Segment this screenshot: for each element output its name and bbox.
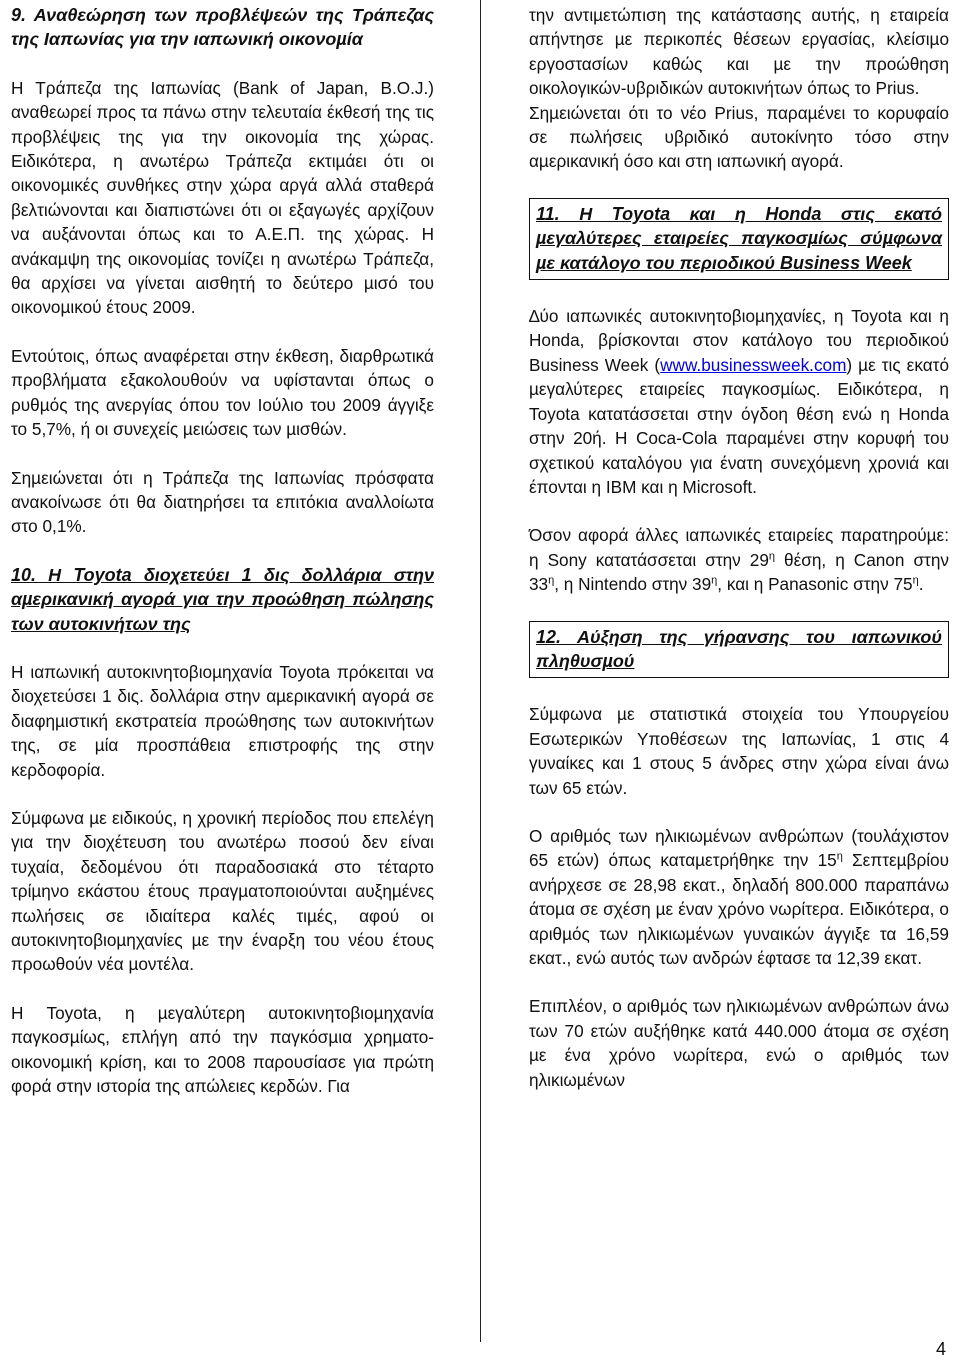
rank-text-e: . <box>918 574 924 595</box>
column-divider <box>480 0 481 1342</box>
ordinal-suffix: η <box>836 850 843 863</box>
rank-text-c: , η Nintendo στην 39 <box>554 574 712 595</box>
section-12-title: 12. Αύξηση της γήρανσης του ιαπωνικού πληθυσµού <box>536 626 942 671</box>
page-number: 4 <box>935 1338 946 1359</box>
section-9-paragraph-1: Η Τράπεζα της Ιαπωνίας (Bank of Japan, B.O.J.) αναθεωρεί προς τα πάνω στην τελευταία έκθεσή της τις προβλέψεις της για την οικονοµία της χώρας. Ειδικότερα, η ανωτέρω Τράπεζα εκτιµάει ότι οι οικονοµικές συνθήκες στην χώρα αργά αλλά σταθερά βελτιώνονται και διαπιστώνει ότι οι εξαγωγές αρχίζουν να αυξάνονται όπως και το Α.Ε.Π. της χώρας. Η ανάκαµψη της οικονοµίας τονίζει η ανωτέρω Τράπεζα, θα αρχίσει να γίνεται αισθητή το δεύτερο µισό του οικονοµικού έτους 2009. <box>11 77 434 318</box>
section-11-title-box <box>529 198 949 280</box>
section-10-paragraph-1: Η ιαπωνική αυτοκινητοβιοµηχανία Toyota πρόκειται να διοχετεύσει 1 δις. δολλάρια στην αµερικανική αγορά σε διαφηµιστική εκστρατεία προώθησης των αυτοκινήτων της, σε µία προσπάθεια επιστροφής της στην κερδοφορία. <box>11 661 434 780</box>
section-11-text-b: ) µε τις εκατό µεγαλύτερες εταιρείες παγκοσµίως. Ειδικότερα, η Toyota κατατάσσεται στην όγδοη θέση ενώ η Honda στην 20ή. Η Coca-Cola παραµένει στην κορυφή του σχετικού καταλόγου για ένατη συνεχόµενη χρονιά και έπονται η IBM και η Microsoft. <box>529 354 949 497</box>
ordinal-suffix: η <box>711 574 718 587</box>
section-11-paragraph-1 <box>529 304 949 499</box>
left-column <box>11 3 434 1098</box>
ordinal-suffix: η <box>768 549 776 562</box>
rank-text-d: , και η Panasonic στην 75 <box>717 574 913 595</box>
section-11-title: 11. Η Toyota και η Honda στις εκατό µεγαλύτερες εταιρείες παγκοσµίως σύµφωνα µε κατάλογο του περιοδικού Business Week <box>536 203 942 273</box>
section-10-title: 10. Η Toyota διοχετεύει 1 δις δολλάρια στην αµερικανική αγορά για την προώθηση πώλησης των αυτοκινήτων της <box>11 564 434 634</box>
ordinal-suffix: η <box>548 574 555 587</box>
elderly-text-b: Σεπτεµβρίου ανήρχεσε σε 28,98 εκατ., δηλαδή 800.000 παραπάνω άτοµα σε σχέση µε έναν χρόνο νωρίτερα. Ειδικότερα, ο αριθµός των ηλικιωµένων γυναικών άγγιξε τα 16,59 εκατ., ενώ αυτός των ανδρών έφτασε τα 12,39 εκατ. <box>529 850 950 968</box>
right-column <box>529 3 949 1092</box>
section-11-text-a: ∆ύο ιαπωνικές αυτοκινητοβιοµηχανίες, η Toyota και η Honda, βρίσκονται στον κατάλογο του περιοδικού Business Week ( <box>529 306 949 375</box>
section-12-paragraph-1: Σύµφωνα µε στατιστικά στοιχεία του Υπουργείου Εσωτερικών Υποθέσεων της Ιαπωνίας, 1 στις 4 γυναίκες και 1 στους 5 άνδρες στην χώρα είναι άνω των 65 ετών. <box>529 704 949 798</box>
section-10-paragraph-3: Η Toyota, η µεγαλύτερη αυτοκινητοβιοµηχανία παγκοσµίως, επλήγη από την παγκόσµια χρηµατο-οικονοµική κρίση, και το 2008 παρουσίασε για πρώτη φορά στην ιστορία της απώλειες κερδών. Για <box>11 1002 434 1097</box>
section-10-continuation: την αντιµετώπιση της κατάστασης αυτής, η εταιρεία απήντησε µε περικοπές θέσεων εργασίας, κλείσιµο εργοστασίων καθώς και µε την προώθηση οικολογικών-υβριδικών αυτοκινήτων όπως το Prius. <box>529 5 949 99</box>
section-10-continuation-2: Σηµειώνεται ότι το νέο Prius, παραµένει το κορυφαίο σε πωλήσεις υβριδικό αυτοκίνητο τόσο στην αµερικανική όσο και στη ιαπωνική αγορά. <box>529 102 949 172</box>
section-9-paragraph-3: Σηµειώνεται ότι η Τράπεζα της Ιαπωνίας πρόσφατα ανακοίνωσε ότι θα διατηρήσει τα επιτόκια αναλλοίωτα στο 0,1%. <box>11 467 434 537</box>
businessweek-link[interactable]: www.businessweek.com <box>660 354 847 375</box>
section-12-paragraph-3: Επιπλέον, ο αριθµός των ηλικιωµένων ανθρώπων άνω των 70 ετών αυξήθηκε κατά 440.000 άτοµα σε σχέση µε ένα χρόνο νωρίτερα, ενώ ο αριθµός των ηλικιωµένων <box>529 996 949 1090</box>
section-12-paragraph-2 <box>529 824 949 970</box>
elderly-text-a: Ο αριθµός των ηλικιωµένων ανθρώπων (τουλάχιστον 65 ετών) όπως καταµετρήθηκε την 15 <box>529 825 949 871</box>
section-12-title-box <box>529 621 949 679</box>
ordinal-suffix: η <box>912 574 919 587</box>
rank-text-a: Όσον αφορά άλλες ιαπωνικές εταιρείες παρατηρούµε: η Sony κατατάσσεται στην 29 <box>529 525 949 570</box>
section-9-paragraph-2: Εντούτοις, όπως αναφέρεται στην έκθεση, διαρθρωτικά προβλήµατα εξακολουθούν να υφίστανται όπως ο ρυθµός της ανεργίας όπου τον Ιούλιο του 2009 άγγιξε το 5,7%, ή οι συνεχείς µειώσεις των µισθών. <box>11 345 434 440</box>
section-9-title: 9. Αναθεώρηση των προβλέψεών της Τράπεζας της Ιαπωνίας για την ιαπωνική οικονοµία <box>11 5 434 50</box>
rank-text-b: θέση, η Canon στην 33 <box>529 549 949 595</box>
section-11-paragraph-2 <box>529 523 949 596</box>
section-10-paragraph-2: Σύµφωνα µε ειδικούς, η χρονική περίοδος που επελέγη για την διοχέτευση του ανωτέρω ποσού δεν είναι τυχαία, δεδοµένου ότι παραδοσιακά στο τέταρτο τρίµηνο εκάστου έτους πραγµατοποιούνται αυξηµένες πωλήσεις σε ιδιαίτερα καλές τιµές, αφού οι αυτοκινητοβιοµηχανίες µε την έναρξη του νέου έτους προωθούν νέα µοντέλα. <box>11 807 434 975</box>
